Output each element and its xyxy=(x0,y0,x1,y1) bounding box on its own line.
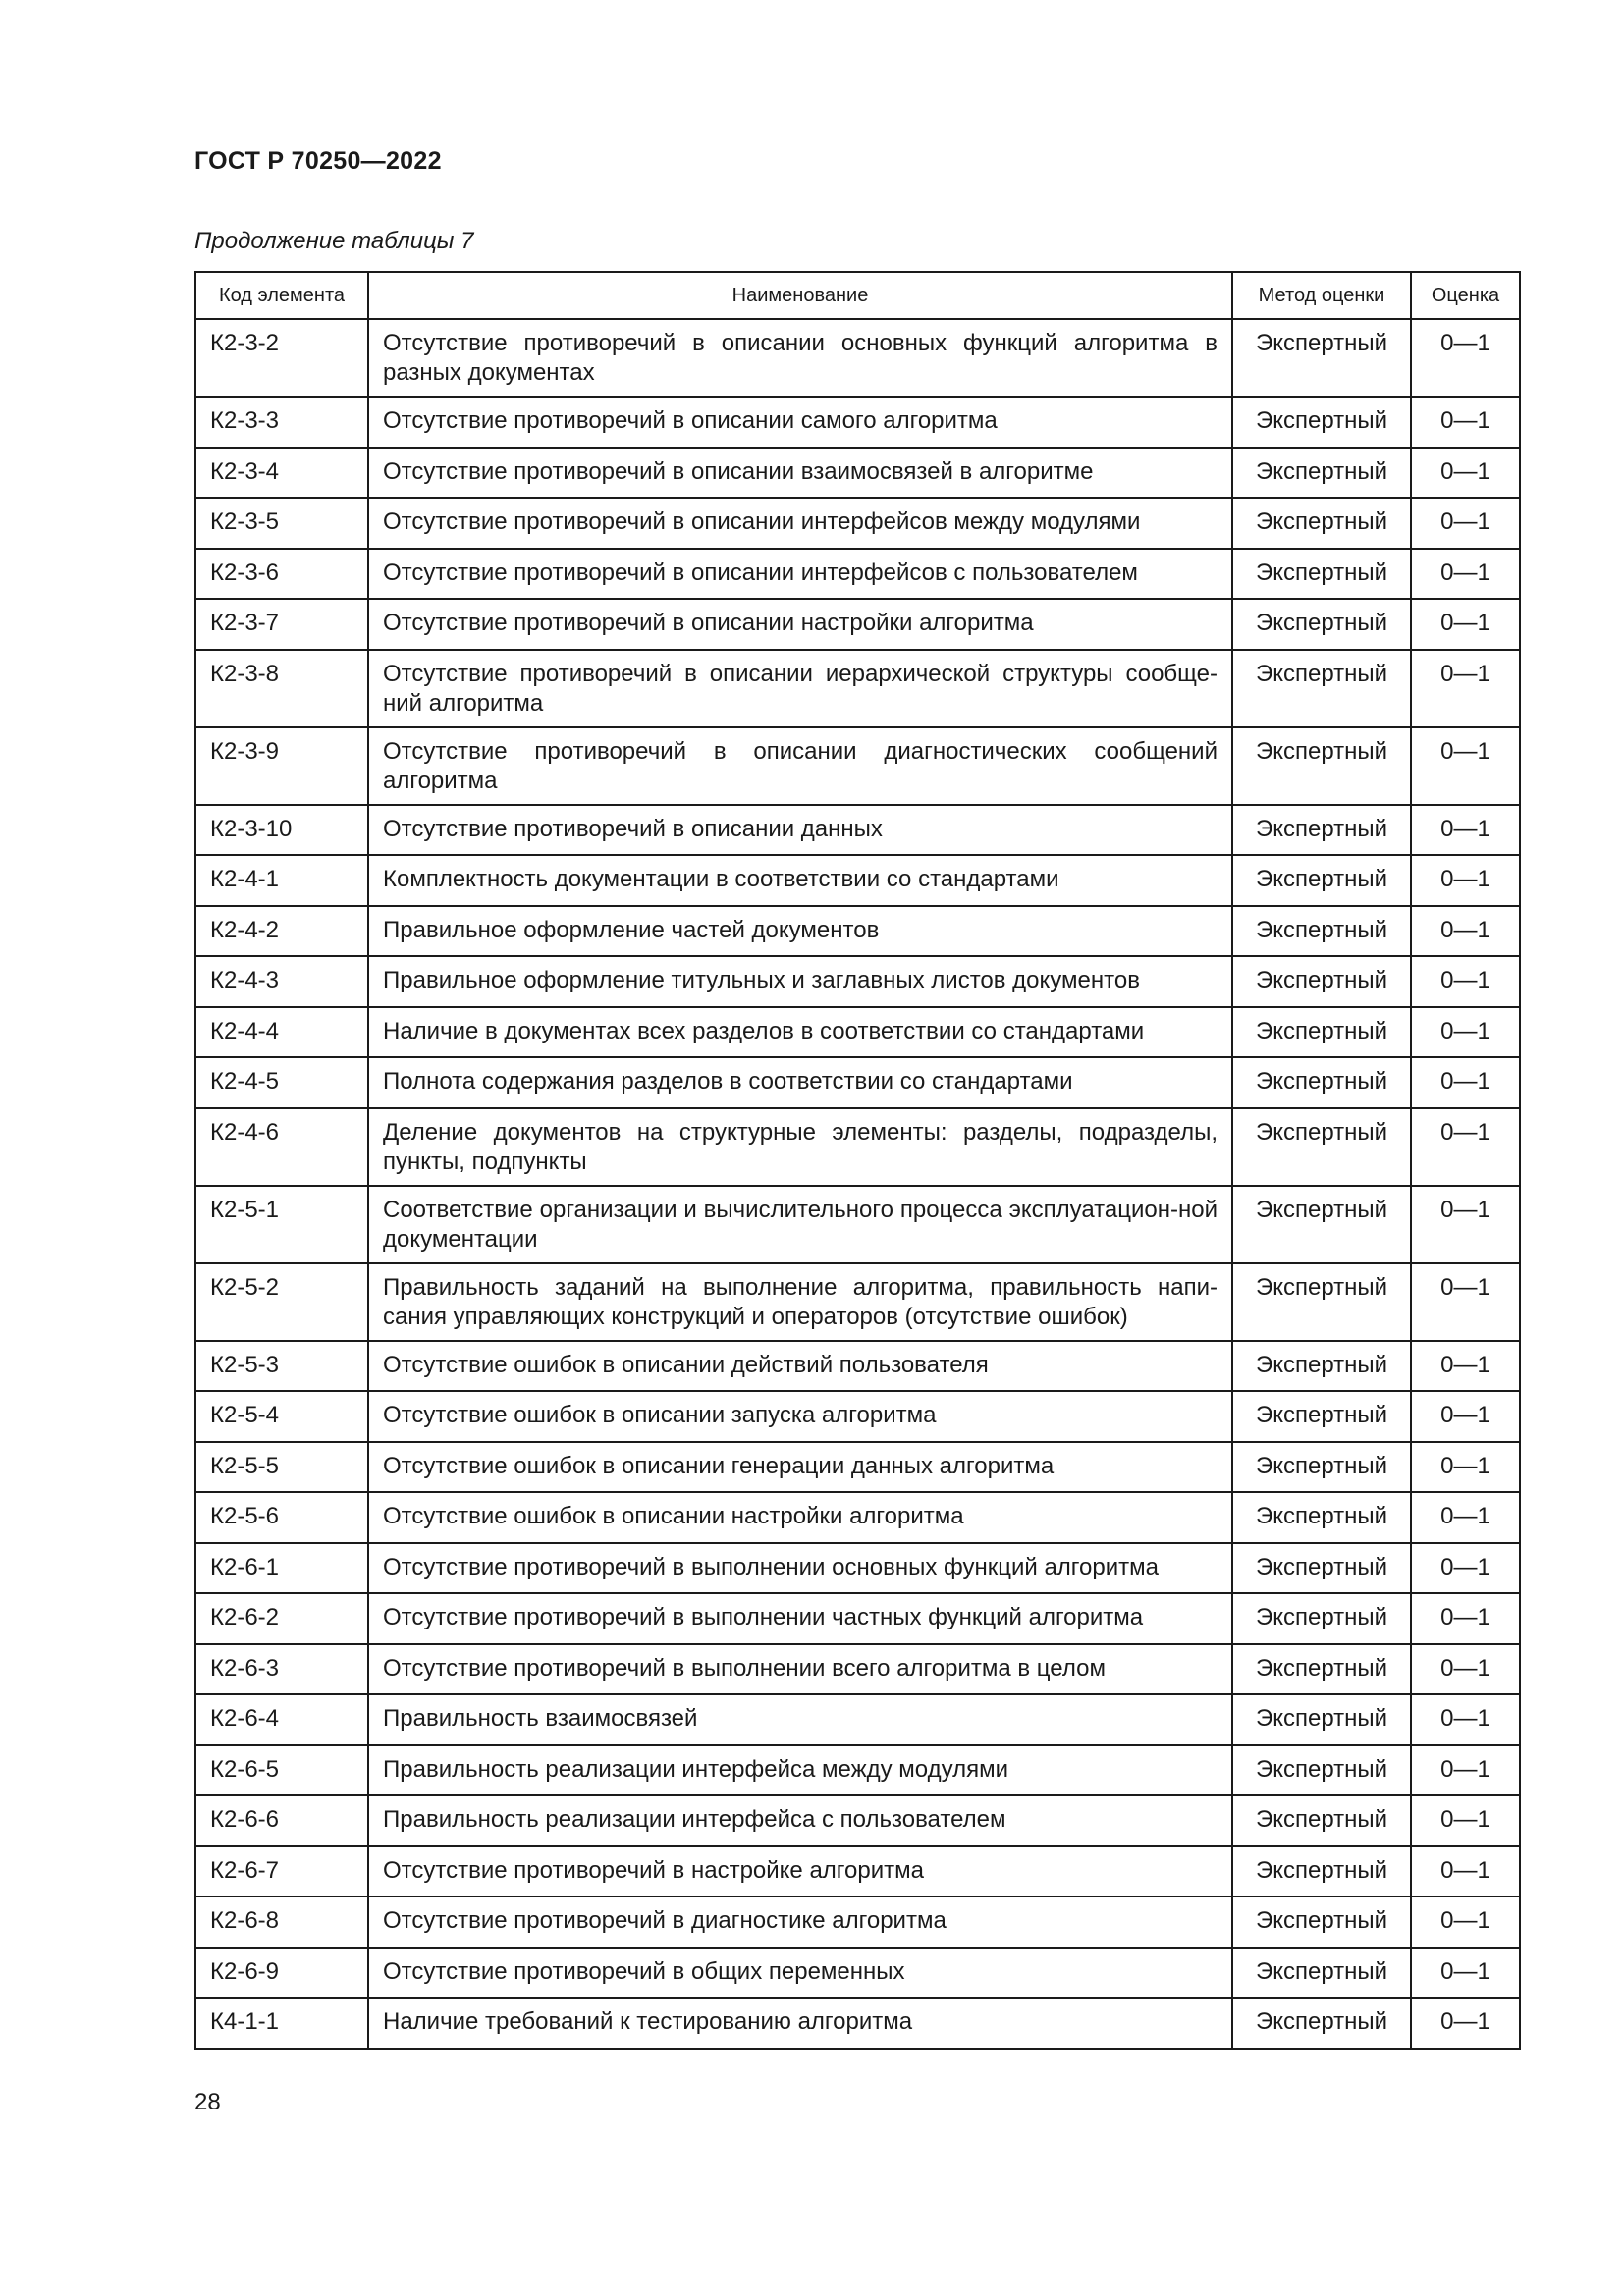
row-method-cell: Экспертный xyxy=(1232,1896,1411,1948)
row-method-cell: Экспертный xyxy=(1232,319,1411,397)
row-code-cell: К2-6-5 xyxy=(195,1745,368,1796)
row-score-cell: 0—1 xyxy=(1411,1745,1520,1796)
row-name-cell: Отсутствие противоречий в описании диагностических сообщений алгоритма xyxy=(368,727,1232,805)
row-score-cell: 0—1 xyxy=(1411,1007,1520,1058)
row-method-cell: Экспертный xyxy=(1232,448,1411,499)
row-code-cell: К2-3-2 xyxy=(195,319,368,397)
column-header-method: Метод оценки xyxy=(1232,272,1411,319)
row-method-cell: Экспертный xyxy=(1232,549,1411,600)
row-name-cell: Наличие в документах всех разделов в соответствии со стандартами xyxy=(368,1007,1232,1058)
row-name-cell: Комплектность документации в соответствии со стандартами xyxy=(368,855,1232,906)
row-method-cell: Экспертный xyxy=(1232,1492,1411,1543)
row-score-cell: 0—1 xyxy=(1411,727,1520,805)
row-method-cell: Экспертный xyxy=(1232,1948,1411,1999)
table-row xyxy=(195,1442,1520,1493)
table-row xyxy=(195,855,1520,906)
row-code-cell: К2-6-8 xyxy=(195,1896,368,1948)
row-score-cell: 0—1 xyxy=(1411,1795,1520,1846)
row-name-cell: Правильное оформление титульных и заглавных листов документов xyxy=(368,956,1232,1007)
row-score-cell: 0—1 xyxy=(1411,1442,1520,1493)
table-row xyxy=(195,1846,1520,1897)
row-score-cell: 0—1 xyxy=(1411,1543,1520,1594)
row-method-cell: Экспертный xyxy=(1232,1186,1411,1263)
row-code-cell: К2-3-3 xyxy=(195,397,368,448)
row-name-cell: Отсутствие противоречий в описании самого алгоритма xyxy=(368,397,1232,448)
row-method-cell: Экспертный xyxy=(1232,1442,1411,1493)
table-row xyxy=(195,1057,1520,1108)
row-score-cell: 0—1 xyxy=(1411,397,1520,448)
row-score-cell: 0—1 xyxy=(1411,1391,1520,1442)
row-method-cell: Экспертный xyxy=(1232,1391,1411,1442)
row-code-cell: К2-6-1 xyxy=(195,1543,368,1594)
row-code-cell: К2-4-2 xyxy=(195,906,368,957)
table-row xyxy=(195,397,1520,448)
table-row xyxy=(195,1186,1520,1263)
row-code-cell: К2-3-7 xyxy=(195,599,368,650)
row-code-cell: К2-4-3 xyxy=(195,956,368,1007)
row-code-cell: К2-3-4 xyxy=(195,448,368,499)
table-row xyxy=(195,906,1520,957)
row-name-cell: Полнота содержания разделов в соответствии со стандартами xyxy=(368,1057,1232,1108)
table-row xyxy=(195,1108,1520,1186)
row-score-cell: 0—1 xyxy=(1411,319,1520,397)
row-method-cell: Экспертный xyxy=(1232,1007,1411,1058)
row-name-cell: Отсутствие противоречий в выполнении частных функций алгоритма xyxy=(368,1593,1232,1644)
row-method-cell: Экспертный xyxy=(1232,1543,1411,1594)
row-method-cell: Экспертный xyxy=(1232,1644,1411,1695)
row-method-cell: Экспертный xyxy=(1232,805,1411,856)
table-row xyxy=(195,1263,1520,1341)
table-row xyxy=(195,1644,1520,1695)
table-row xyxy=(195,1391,1520,1442)
row-name-cell: Отсутствие ошибок в описании генерации данных алгоритма xyxy=(368,1442,1232,1493)
row-name-cell: Соответствие организации и вычислительного процесса эксплуатацион-ной документации xyxy=(368,1186,1232,1263)
table-row xyxy=(195,727,1520,805)
row-score-cell: 0—1 xyxy=(1411,599,1520,650)
row-score-cell: 0—1 xyxy=(1411,1896,1520,1948)
table-row xyxy=(195,1543,1520,1594)
row-code-cell: К2-3-5 xyxy=(195,498,368,549)
row-name-cell: Отсутствие противоречий в описании основных функций алгоритма в разных документах xyxy=(368,319,1232,397)
row-code-cell: К2-3-8 xyxy=(195,650,368,727)
row-code-cell: К2-6-4 xyxy=(195,1694,368,1745)
row-method-cell: Экспертный xyxy=(1232,1795,1411,1846)
row-score-cell: 0—1 xyxy=(1411,650,1520,727)
row-method-cell: Экспертный xyxy=(1232,1263,1411,1341)
row-score-cell: 0—1 xyxy=(1411,549,1520,600)
row-name-cell: Отсутствие противоречий в выполнении всего алгоритма в целом xyxy=(368,1644,1232,1695)
table-row xyxy=(195,1745,1520,1796)
table-row xyxy=(195,1998,1520,2049)
table-row xyxy=(195,805,1520,856)
row-score-cell: 0—1 xyxy=(1411,1593,1520,1644)
row-code-cell: К2-5-3 xyxy=(195,1341,368,1392)
row-code-cell: К2-4-1 xyxy=(195,855,368,906)
table-row xyxy=(195,448,1520,499)
evaluation-table xyxy=(194,271,1521,2050)
table-caption: Продолжение таблицы 7 xyxy=(194,228,474,254)
row-code-cell: К2-5-2 xyxy=(195,1263,368,1341)
row-name-cell: Отсутствие противоречий в описании интерфейсов с пользователем xyxy=(368,549,1232,600)
table-row xyxy=(195,650,1520,727)
row-score-cell: 0—1 xyxy=(1411,1492,1520,1543)
row-name-cell: Правильное оформление частей документов xyxy=(368,906,1232,957)
row-score-cell: 0—1 xyxy=(1411,1694,1520,1745)
table-row xyxy=(195,1593,1520,1644)
row-code-cell: К4-1-1 xyxy=(195,1998,368,2049)
row-name-cell: Отсутствие противоречий в общих переменных xyxy=(368,1948,1232,1999)
row-code-cell: К2-6-6 xyxy=(195,1795,368,1846)
table-header-row xyxy=(195,272,1520,319)
row-method-cell: Экспертный xyxy=(1232,498,1411,549)
row-code-cell: К2-4-6 xyxy=(195,1108,368,1186)
row-score-cell: 0—1 xyxy=(1411,1846,1520,1897)
row-method-cell: Экспертный xyxy=(1232,956,1411,1007)
row-name-cell: Отсутствие противоречий в описании интерфейсов между модулями xyxy=(368,498,1232,549)
row-method-cell: Экспертный xyxy=(1232,650,1411,727)
row-method-cell: Экспертный xyxy=(1232,1593,1411,1644)
table-row xyxy=(195,599,1520,650)
row-score-cell: 0—1 xyxy=(1411,498,1520,549)
row-method-cell: Экспертный xyxy=(1232,727,1411,805)
table-body xyxy=(195,319,1520,2049)
row-method-cell: Экспертный xyxy=(1232,1694,1411,1745)
table-row xyxy=(195,1795,1520,1846)
row-name-cell: Отсутствие противоречий в выполнении основных функций алгоритма xyxy=(368,1543,1232,1594)
column-header-name: Наименование xyxy=(368,272,1232,319)
row-code-cell: К2-3-9 xyxy=(195,727,368,805)
row-code-cell: К2-6-3 xyxy=(195,1644,368,1695)
row-score-cell: 0—1 xyxy=(1411,956,1520,1007)
row-name-cell: Правильность заданий на выполнение алгоритма, правильность напи-сания управляющих конструкций и операторов (отсутствие ошибок) xyxy=(368,1263,1232,1341)
row-name-cell: Отсутствие противоречий в описании настройки алгоритма xyxy=(368,599,1232,650)
column-header-score: Оценка xyxy=(1411,272,1520,319)
page-number: 28 xyxy=(194,2089,221,2115)
table-row xyxy=(195,956,1520,1007)
row-score-cell: 0—1 xyxy=(1411,1341,1520,1392)
document-title: ГОСТ Р 70250—2022 xyxy=(194,147,442,175)
table-row xyxy=(195,319,1520,397)
row-code-cell: К2-5-1 xyxy=(195,1186,368,1263)
row-code-cell: К2-5-5 xyxy=(195,1442,368,1493)
table-row xyxy=(195,1341,1520,1392)
row-name-cell: Отсутствие ошибок в описании действий пользователя xyxy=(368,1341,1232,1392)
row-method-cell: Экспертный xyxy=(1232,599,1411,650)
row-code-cell: К2-5-6 xyxy=(195,1492,368,1543)
row-name-cell: Отсутствие ошибок в описании настройки алгоритма xyxy=(368,1492,1232,1543)
row-code-cell: К2-3-6 xyxy=(195,549,368,600)
row-name-cell: Отсутствие противоречий в настройке алгоритма xyxy=(368,1846,1232,1897)
row-score-cell: 0—1 xyxy=(1411,1644,1520,1695)
table-row xyxy=(195,1492,1520,1543)
table-row xyxy=(195,1948,1520,1999)
row-method-cell: Экспертный xyxy=(1232,906,1411,957)
row-method-cell: Экспертный xyxy=(1232,1846,1411,1897)
table-row xyxy=(195,1007,1520,1058)
row-code-cell: К2-6-7 xyxy=(195,1846,368,1897)
row-code-cell: К2-4-5 xyxy=(195,1057,368,1108)
table-row xyxy=(195,1896,1520,1948)
column-header-code: Код элемента xyxy=(195,272,368,319)
row-score-cell: 0—1 xyxy=(1411,448,1520,499)
row-score-cell: 0—1 xyxy=(1411,855,1520,906)
row-code-cell: К2-6-2 xyxy=(195,1593,368,1644)
row-name-cell: Правильность реализации интерфейса с пользователем xyxy=(368,1795,1232,1846)
row-name-cell: Правильность взаимосвязей xyxy=(368,1694,1232,1745)
row-score-cell: 0—1 xyxy=(1411,805,1520,856)
table-row xyxy=(195,1694,1520,1745)
row-method-cell: Экспертный xyxy=(1232,855,1411,906)
row-name-cell: Отсутствие противоречий в описании данных xyxy=(368,805,1232,856)
row-code-cell: К2-5-4 xyxy=(195,1391,368,1442)
row-score-cell: 0—1 xyxy=(1411,906,1520,957)
row-score-cell: 0—1 xyxy=(1411,1186,1520,1263)
table-row xyxy=(195,549,1520,600)
row-name-cell: Отсутствие противоречий в описании иерархической структуры сообще-ний алгоритма xyxy=(368,650,1232,727)
table-row xyxy=(195,498,1520,549)
row-name-cell: Наличие требований к тестированию алгоритма xyxy=(368,1998,1232,2049)
row-score-cell: 0—1 xyxy=(1411,1948,1520,1999)
row-score-cell: 0—1 xyxy=(1411,1263,1520,1341)
row-name-cell: Отсутствие противоречий в описании взаимосвязей в алгоритме xyxy=(368,448,1232,499)
row-method-cell: Экспертный xyxy=(1232,1057,1411,1108)
row-score-cell: 0—1 xyxy=(1411,1057,1520,1108)
row-name-cell: Отсутствие противоречий в диагностике алгоритма xyxy=(368,1896,1232,1948)
row-name-cell: Деление документов на структурные элементы: разделы, подразделы, пункты, подпункты xyxy=(368,1108,1232,1186)
row-method-cell: Экспертный xyxy=(1232,1108,1411,1186)
row-score-cell: 0—1 xyxy=(1411,1108,1520,1186)
row-method-cell: Экспертный xyxy=(1232,397,1411,448)
row-code-cell: К2-6-9 xyxy=(195,1948,368,1999)
row-code-cell: К2-3-10 xyxy=(195,805,368,856)
row-score-cell: 0—1 xyxy=(1411,1998,1520,2049)
row-code-cell: К2-4-4 xyxy=(195,1007,368,1058)
row-name-cell: Правильность реализации интерфейса между модулями xyxy=(368,1745,1232,1796)
row-method-cell: Экспертный xyxy=(1232,1341,1411,1392)
row-name-cell: Отсутствие ошибок в описании запуска алгоритма xyxy=(368,1391,1232,1442)
row-method-cell: Экспертный xyxy=(1232,1745,1411,1796)
row-method-cell: Экспертный xyxy=(1232,1998,1411,2049)
